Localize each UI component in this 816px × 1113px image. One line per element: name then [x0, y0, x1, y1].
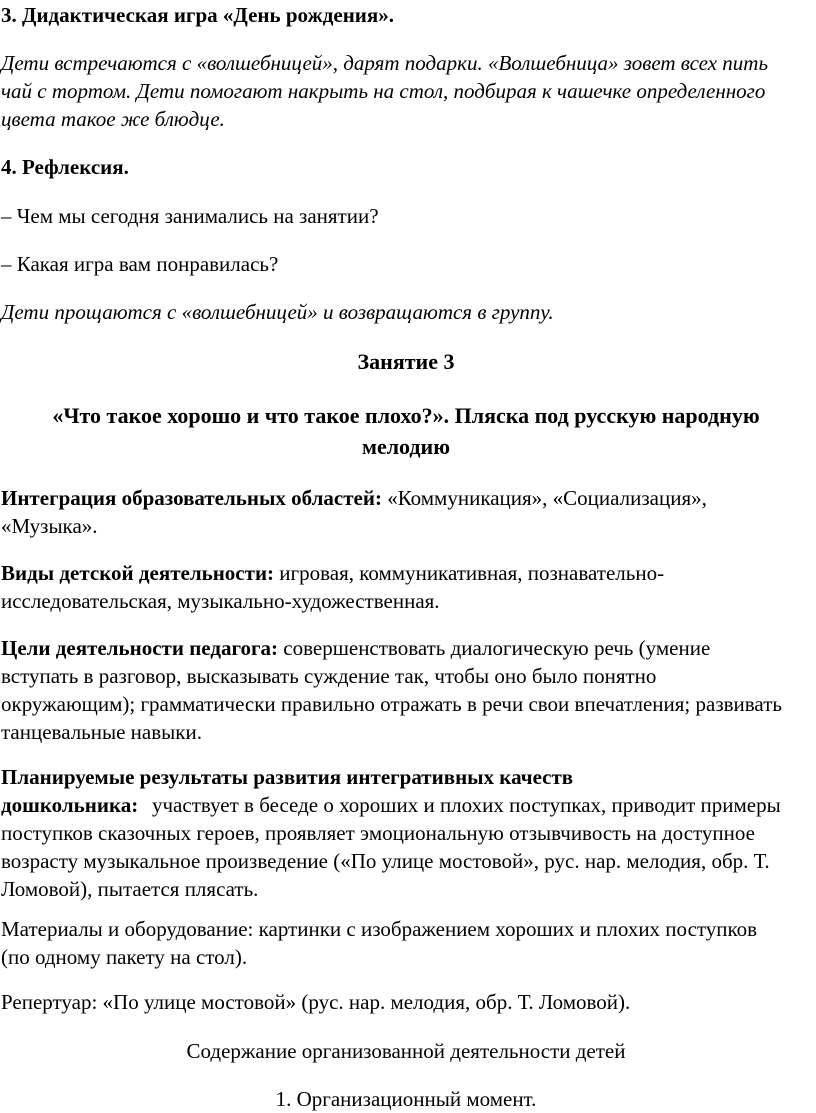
step-1-heading: 1. Организационный момент.	[275, 1087, 537, 1111]
activities-paragraph	[1, 559, 791, 615]
integration-label: Интеграция образовательных областей:	[1, 486, 382, 510]
lesson-subtitle: «Что такое хорошо и что такое плохо?». Пляска под русскую народную мелодию	[52, 403, 760, 459]
section3-text: Дети встречаются с «волшебницей», дарят подарки. «Волшебница» зовет всех пить чай с тортом. Дети помогают накрыть на стол, подбирая к чашечке определенного цвета такое же блюдце.	[1, 51, 769, 131]
results-label: Планируемые результаты развития интегративных качеств дошкольника:	[1, 765, 574, 817]
results-text-paragraph	[1, 791, 807, 903]
reflection-question-2: – Какая игра вам понравилась?	[1, 252, 279, 276]
goals-paragraph	[1, 634, 791, 746]
reflection-question-1: – Чем мы сегодня занимались на занятии?	[1, 204, 379, 228]
repertoire-paragraph: Репертуар: «По улице мостовой» (рус. нар. мелодия, обр. Т. Ломовой).	[1, 990, 631, 1014]
reflection-closing: Дети прощаются с «волшебницей» и возвращаются в группу.	[1, 300, 554, 324]
lesson-title: Занятие 3	[357, 349, 455, 374]
integration-paragraph	[1, 484, 791, 540]
goals-text: совершенствовать диалогическую речь (умение вступать в разговор, высказывать суждение так, чтобы оно было понятно окружающим); грамматически правильно отражать в речи свои впечатления; развивать танцевальные навыки.	[1, 636, 782, 744]
activities-label: Виды детской деятельности:	[1, 561, 275, 585]
section3-heading: 3. Дидактическая игра «День рождения».	[1, 3, 395, 27]
materials-paragraph: Материалы и оборудование: картинки с изображением хороших и плохих поступков (по одному пакету на стол).	[1, 917, 758, 969]
goals-label: Цели деятельности педагога:	[1, 636, 279, 660]
section4-heading: 4. Рефлексия.	[1, 155, 129, 179]
integration-text: «Коммуникация», «Социализация», «Музыка».	[1, 486, 707, 538]
results-text: участвует в беседе о хороших и плохих поступках, приводит примеры поступков сказочных героев, проявляет эмоциональную отзывчивость на доступное возрасту музыкальное произведение («По улице мостовой», рус. нар. мелодия, обр. Т. Ломовой), пытается плясать.	[1, 793, 781, 901]
content-heading: Содержание организованной деятельности детей	[186, 1039, 626, 1063]
activities-text: игровая, коммуникативная, познавательно-исследовательская, музыкально-художественная.	[1, 561, 665, 613]
